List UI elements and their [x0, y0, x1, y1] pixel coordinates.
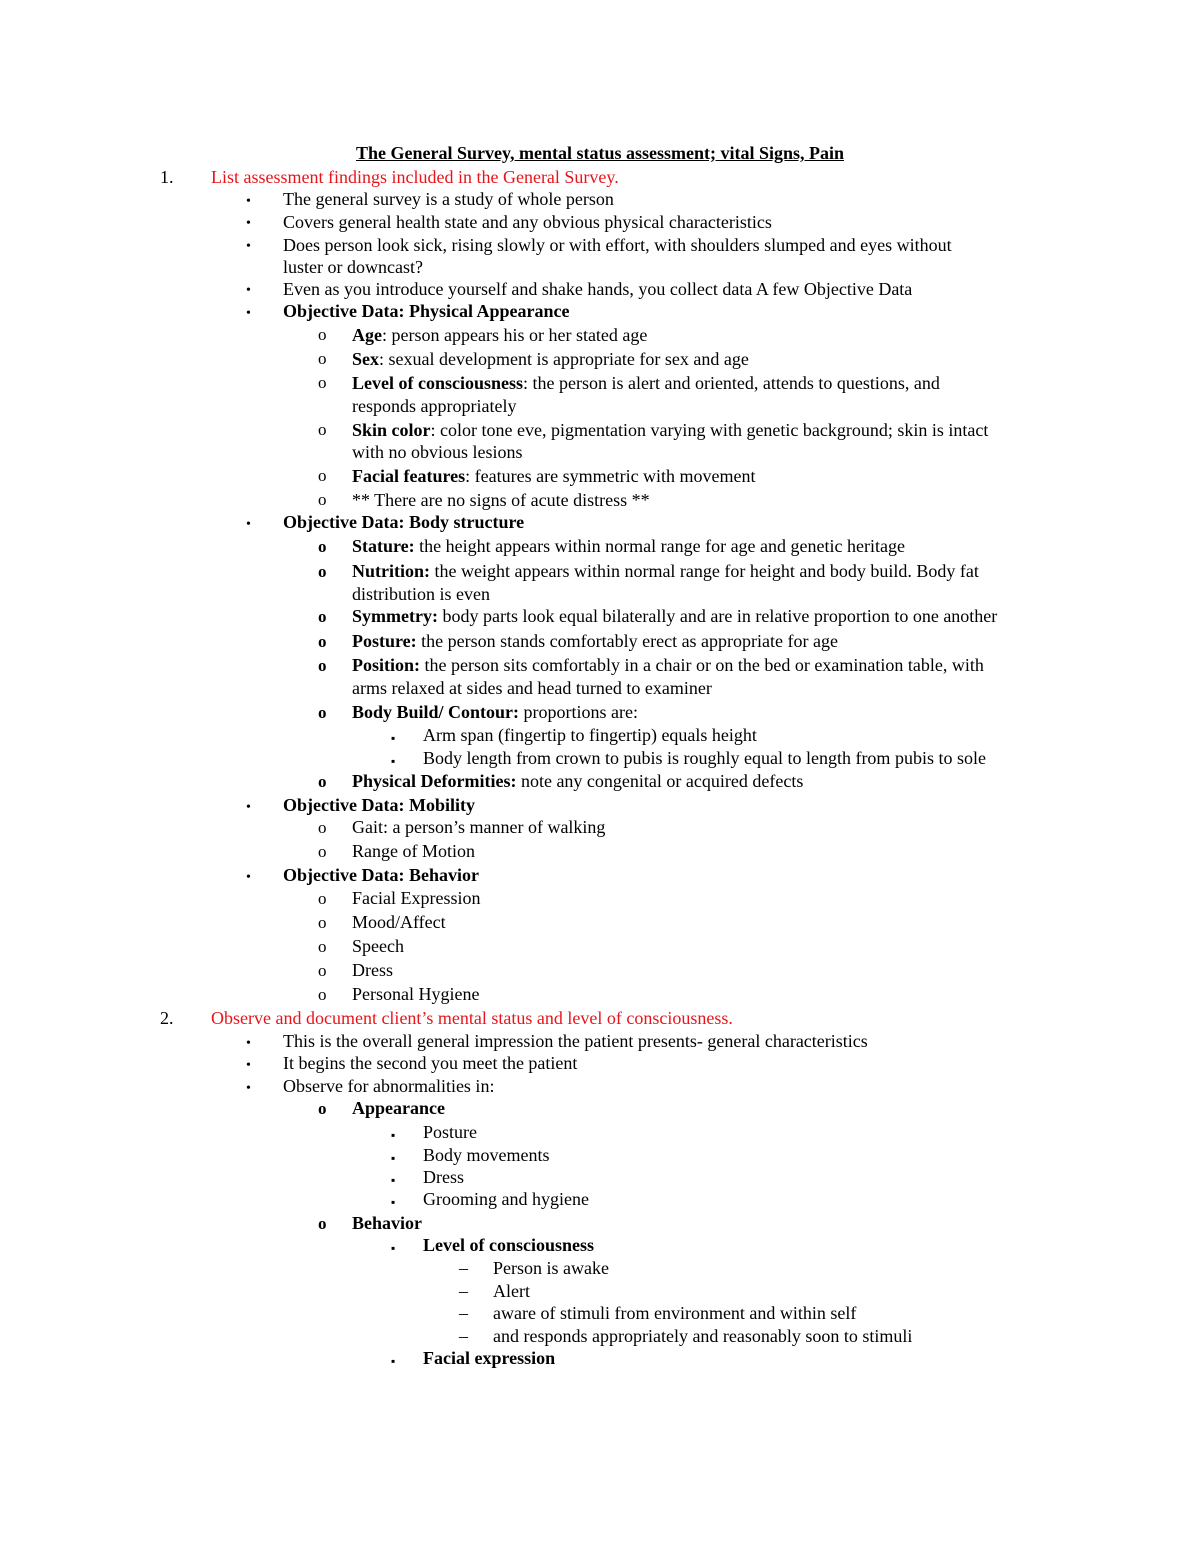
- subheading-body-structure: Objective Data: Body structure: [283, 512, 525, 532]
- circle-bullet-icon: o: [318, 1099, 327, 1118]
- list-item: Personal Hygiene: [352, 984, 480, 1004]
- list-item: and responds appropriately and reasonably soon to stimuli: [493, 1326, 913, 1346]
- list-item: Even as you introduce yourself and shake hands, you collect data A few Objective Data: [283, 279, 913, 299]
- list-item: It begins the second you meet the patient: [283, 1053, 578, 1073]
- list-item-continued: distribution is even: [352, 584, 490, 604]
- list-item: Physical Deformities: note any congenital or acquired defects: [352, 771, 804, 791]
- list-item-continued: luster or downcast?: [283, 257, 423, 277]
- list-item: Speech: [352, 936, 404, 956]
- subheading-facial-expression: Facial expression: [423, 1348, 556, 1368]
- list-item-continued: arms relaxed at sides and head turned to examiner: [352, 678, 712, 698]
- list-item: This is the overall general impression the patient presents- general characteristics: [283, 1031, 868, 1051]
- list-item: aware of stimuli from environment and within self: [493, 1303, 857, 1323]
- list-item: Sex: sexual development is appropriate for sex and age: [352, 349, 749, 369]
- list-item: Nutrition: the weight appears within normal range for height and body build. Body fat: [352, 561, 979, 581]
- list-item: Arm span (fingertip to fingertip) equals height: [423, 725, 757, 745]
- circle-bullet-icon: o: [318, 937, 327, 956]
- circle-bullet-icon: o: [318, 772, 327, 791]
- dash-bullet-icon: –: [459, 1326, 468, 1346]
- circle-bullet-icon: o: [318, 420, 327, 439]
- square-bullet-icon: ▪: [391, 1173, 396, 1187]
- circle-bullet-icon: o: [318, 325, 327, 344]
- subheading-mobility: Objective Data: Mobility: [283, 795, 475, 815]
- list-item: ** There are no signs of acute distress **: [352, 490, 650, 510]
- dash-bullet-icon: –: [459, 1303, 468, 1323]
- subheading-physical-appearance: Objective Data: Physical Appearance: [283, 301, 570, 321]
- section-heading: Observe and document client’s mental status and level of consciousness.: [211, 1008, 733, 1028]
- bullet-icon: •: [246, 216, 251, 231]
- circle-bullet-icon: o: [318, 562, 327, 581]
- list-item: Skin color: color tone eve, pigmentation varying with genetic background; skin is intact: [352, 420, 989, 440]
- square-bullet-icon: ▪: [391, 1195, 396, 1209]
- list-item-continued: with no obvious lesions: [352, 442, 523, 462]
- circle-bullet-icon: o: [318, 985, 327, 1004]
- list-item: Body length from crown to pubis is roughly equal to length from pubis to sole: [423, 748, 986, 768]
- list-item: Dress: [352, 960, 393, 980]
- list-item: Observe for abnormalities in:: [283, 1076, 495, 1096]
- subheading-level-of-consciousness: Level of consciousness: [423, 1235, 594, 1255]
- list-item: Body movements: [423, 1145, 550, 1165]
- list-item: Grooming and hygiene: [423, 1189, 589, 1209]
- circle-bullet-icon: o: [318, 961, 327, 980]
- list-item: Body Build/ Contour: proportions are:: [352, 702, 639, 722]
- bullet-icon: •: [246, 306, 251, 321]
- circle-bullet-icon: o: [318, 656, 327, 675]
- list-item: Age: person appears his or her stated age: [352, 325, 648, 345]
- bullet-icon: •: [246, 1081, 251, 1096]
- list-item: The general survey is a study of whole person: [283, 189, 614, 209]
- circle-bullet-icon: o: [318, 607, 327, 626]
- list-item: Level of consciousness: the person is alert and oriented, attends to questions, and: [352, 373, 940, 393]
- list-item: Facial Expression: [352, 888, 481, 908]
- square-bullet-icon: ▪: [391, 1128, 396, 1142]
- circle-bullet-icon: o: [318, 818, 327, 837]
- square-bullet-icon: ▪: [391, 1241, 396, 1255]
- list-item: Does person look sick, rising slowly or with effort, with shoulders slumped and eyes without: [283, 235, 952, 255]
- circle-bullet-icon: o: [318, 913, 327, 932]
- square-bullet-icon: ▪: [391, 731, 396, 745]
- list-item: Posture: the person stands comfortably erect as appropriate for age: [352, 631, 838, 651]
- bullet-icon: •: [246, 1036, 251, 1051]
- subheading-behavior: Behavior: [352, 1213, 422, 1233]
- section-number: 2.: [160, 1008, 174, 1028]
- list-item: Alert: [493, 1281, 530, 1301]
- list-item: Posture: [423, 1122, 477, 1142]
- bullet-icon: •: [246, 800, 251, 815]
- list-item: Person is awake: [493, 1258, 609, 1278]
- list-item-continued: responds appropriately: [352, 396, 517, 416]
- bullet-icon: •: [246, 1058, 251, 1073]
- section-number: 1.: [160, 167, 174, 187]
- square-bullet-icon: ▪: [391, 1354, 396, 1368]
- circle-bullet-icon: o: [318, 349, 327, 368]
- circle-bullet-icon: o: [318, 889, 327, 908]
- list-item: Position: the person sits comfortably in a chair or on the bed or examination table, with: [352, 655, 984, 675]
- bullet-icon: •: [246, 283, 251, 298]
- list-item: Covers general health state and any obvious physical characteristics: [283, 212, 772, 232]
- dash-bullet-icon: –: [459, 1281, 468, 1301]
- bullet-icon: •: [246, 517, 251, 532]
- list-item: Dress: [423, 1167, 464, 1187]
- list-item: Gait: a person’s manner of walking: [352, 817, 606, 837]
- subheading-appearance: Appearance: [352, 1098, 445, 1118]
- square-bullet-icon: ▪: [391, 1151, 396, 1165]
- bullet-icon: •: [246, 870, 251, 885]
- list-item: Stature: the height appears within normal range for age and genetic heritage: [352, 536, 905, 556]
- circle-bullet-icon: o: [318, 466, 327, 485]
- circle-bullet-icon: o: [318, 1214, 327, 1233]
- circle-bullet-icon: o: [318, 490, 327, 509]
- subheading-behavior: Objective Data: Behavior: [283, 865, 479, 885]
- circle-bullet-icon: o: [318, 842, 327, 861]
- bullet-icon: •: [246, 194, 251, 209]
- bullet-icon: •: [246, 239, 251, 254]
- list-item: Symmetry: body parts look equal bilaterally and are in relative proportion to one another: [352, 606, 998, 626]
- circle-bullet-icon: o: [318, 703, 327, 722]
- list-item: Range of Motion: [352, 841, 475, 861]
- circle-bullet-icon: o: [318, 632, 327, 651]
- list-item: Mood/Affect: [352, 912, 446, 932]
- section-heading: List assessment findings included in the General Survey.: [211, 167, 619, 187]
- dash-bullet-icon: –: [459, 1258, 468, 1278]
- square-bullet-icon: ▪: [391, 754, 396, 768]
- list-item: Facial features: features are symmetric with movement: [352, 466, 756, 486]
- circle-bullet-icon: o: [318, 373, 327, 392]
- page-title: The General Survey, mental status assessment; vital Signs, Pain: [355, 143, 844, 163]
- circle-bullet-icon: o: [318, 537, 327, 556]
